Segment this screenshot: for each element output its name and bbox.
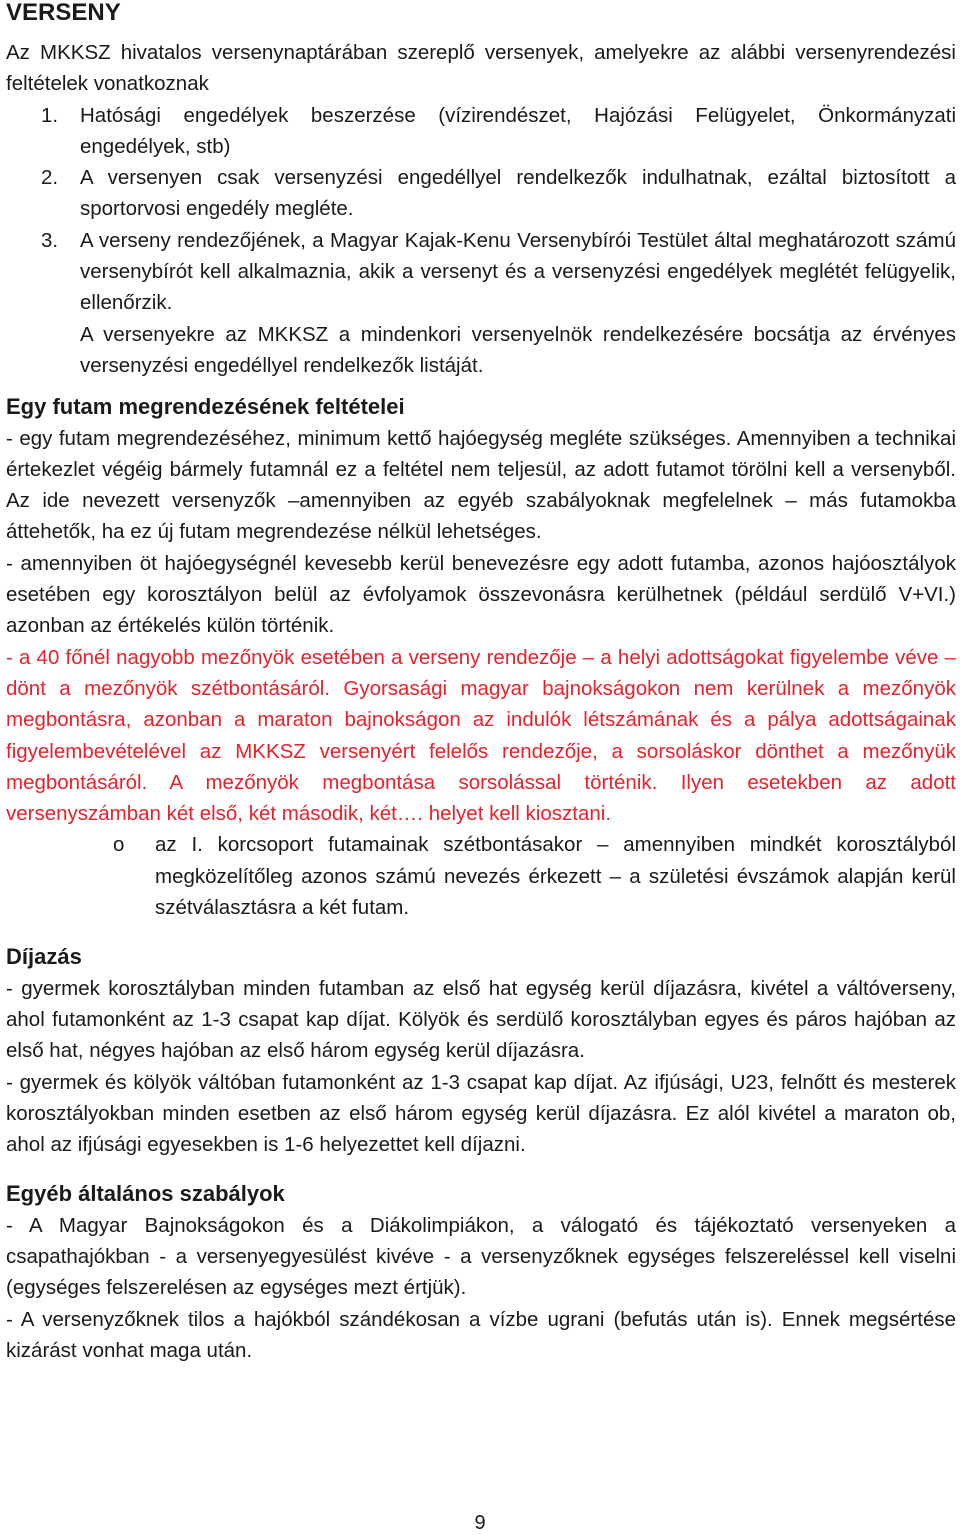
list-item bbox=[6, 162, 956, 225]
list-number: 1. bbox=[41, 103, 59, 127]
section-heading-egyeb: Egyéb általános szabályok bbox=[6, 1181, 285, 1207]
egyeb-paragraph-2: - A versenyzőknek tilos a hajókból szándékosan a vízbe ugrani (befutás után is). Ennek megsértése kizárást vonhat maga után. bbox=[6, 1307, 956, 1362]
list-item bbox=[6, 225, 956, 319]
list-text: A versenyen csak versenyzési engedéllyel rendelkezők indulhatnak, ezáltal biztosított a sportorvosi engedély megléte. bbox=[80, 166, 956, 221]
list-text: Hatósági engedélyek beszerzése (vízirendészet, Hajózási Felügyelet, Önkormányzati engedélyek, stb) bbox=[80, 103, 956, 158]
dijazas-paragraph-2: - gyermek és kölyök váltóban futamonként az 1-3 csapat kap díjat. Az ifjúsági, U23, felnőtt és mesterek korosztályokban minden esetben az első három egység kerül díjazásra. Ez alól kivétel a maraton ob, ahol az ifjúsági egyesekben is 1-6 helyezettet kell díjazni. bbox=[6, 1070, 956, 1157]
futam-paragraph-2: - amennyiben öt hajóegységnél kevesebb kerül benevezésre egy adott futamba, azonos hajóosztályok esetében egy korosztályon belül az évfolyamok összevonásra kerülhetnek (például serdülő V+VI.) azonban az értékelés külön történik. bbox=[6, 551, 956, 638]
list-text: A verseny rendezőjének, a Magyar Kajak-Kenu Versenybírói Testület által meghatározott számú versenybírót kell alkalmaznia, akik a versenyt és a versenyzési engedélyek meglétét felügyelik, ellenőrzik. bbox=[80, 228, 956, 315]
section-heading-dijazas: Díjazás bbox=[6, 944, 82, 970]
list-number: 3. bbox=[41, 228, 59, 252]
document-page bbox=[6, 0, 956, 1366]
page-title: VERSENY bbox=[6, 0, 121, 26]
sub-list-item bbox=[6, 829, 956, 923]
intro-paragraph: Az MKKSZ hivatalos versenynaptárában szereplő versenyek, amelyekre az alábbi versenyrendezési feltételek vonatkoznak bbox=[6, 41, 956, 96]
dijazas-paragraph-1: - gyermek korosztályban minden futamban az első hat egység kerül díjazásra, kivétel a váltóverseny, ahol futamonként az 1-3 csapat kap díjat. Kölyök és serdülő korosztályban egyes és páros hajóban az első hat, négyes hajóban az első három egység kerül díjazásra. bbox=[6, 976, 956, 1063]
futam-paragraph-1: - egy futam megrendezéséhez, minimum kettő hajóegység megléte szükséges. Amennyiben a technikai értekezlet végéig bármely futamnál ez a feltétel nem teljesül, az adott futamot törölni kell a versenyből. Az ide nevezett versenyzők –amennyiben az egyéb szabályoknak megfelelnek – más futamokba áttehetők, ha ez új futam megrendezése nélkül lehetséges. bbox=[6, 426, 956, 544]
sub-bullet: o bbox=[113, 833, 125, 857]
list-item bbox=[6, 100, 956, 163]
section-heading-futam: Egy futam megrendezésének feltételei bbox=[6, 394, 405, 420]
list-number: 2. bbox=[41, 166, 59, 190]
egyeb-paragraph-1: - A Magyar Bajnokságokon és a Diákolimpiákon, a válogató és tájékoztató versenyeken a csapathajókban - a versenyegyesülést kivéve - a versenyzőknek egységes felszereléssel kell viselni (egységes felszerelésen az egységes mezt értjük). bbox=[6, 1213, 956, 1300]
futam-paragraph-red: - a 40 főnél nagyobb mezőnyök esetében a verseny rendezője – a helyi adottságokat figyelembe véve – dönt a mezőnyök szétbontásáról. Gyorsasági magyar bajnokságokon nem kerülnek a mezőnyök megbontásra, azonban a maraton bajnokságon az indulók létszámának és a pálya adottságainak figyelembevételével az MKKSZ versenyért felelős rendezője, a sorsoláskor dönthet a mezőnyük megbontásáról. A mezőnyök megbontása sorsolással történik. Ilyen esetekben az adott versenyszámban két első, két második, két…. helyet kell kiosztani. bbox=[6, 645, 956, 826]
page-number: 9 bbox=[474, 1512, 486, 1534]
sub-list-text: az I. korcsoport futamainak szétbontásakor – amennyiben mindkét korosztályból megközelítőleg azonos számú nevezés érkezett – a születési évszámok alapján kerül szétválasztásra a két futam. bbox=[155, 833, 956, 920]
list-note: A versenyekre az MKKSZ a mindenkori versenyelnök rendelkezésére bocsátja az érvényes versenyzési engedéllyel rendelkezők listáját. bbox=[80, 322, 956, 377]
